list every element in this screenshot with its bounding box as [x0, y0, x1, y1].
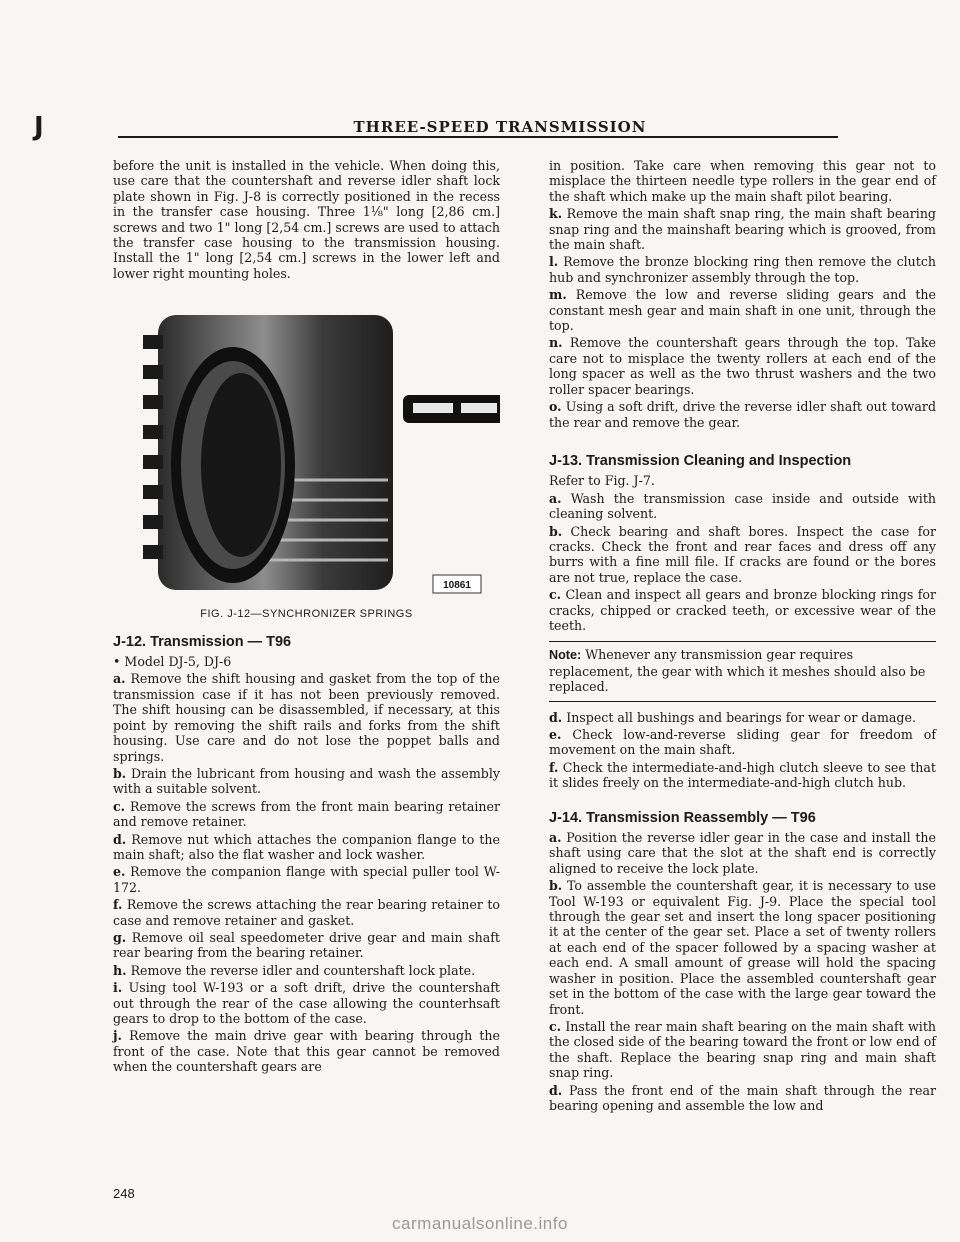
section13-reference: Refer to Fig. J-7. [549, 473, 655, 489]
step-m [549, 287, 936, 333]
step-label: d. [549, 1082, 563, 1098]
step-c [113, 799, 500, 830]
step-label: k. [549, 206, 563, 222]
step-label: e. [113, 864, 126, 880]
step-text: Check the intermediate-and-high clutch sleeve to see that it slides freely on the intermediate-and-high clutch hub. [549, 759, 936, 791]
step-text: Check bearing and shaft bores. Inspect the case for cracks. Check the front and rear faces and dress off any burrs with a fine mill file. If cracks are found or the bores are not true, replace the case. [549, 523, 936, 585]
step-label: d. [549, 709, 563, 725]
step-e [113, 864, 500, 895]
note-box [549, 641, 936, 701]
watermark: carmanualsonline.info [392, 1214, 568, 1233]
step-j [113, 1028, 500, 1074]
figure-caption: FIG. J-12—SYNCHRONIZER SPRINGS [200, 608, 413, 621]
step-d [113, 832, 500, 863]
step-b [113, 766, 500, 797]
step-g [113, 930, 500, 961]
step-text: Remove the reverse idler and countershaft lock plate. [130, 962, 476, 978]
step-label: l. [549, 254, 559, 270]
step-text: Using a soft drift, drive the reverse idler shaft out toward the rear and remove the gear. [549, 399, 936, 430]
step-label: n. [549, 335, 563, 351]
figure-number: 10861 [443, 580, 471, 592]
step-label: m. [549, 287, 567, 303]
assembly-step-d [549, 1083, 936, 1114]
step-label: g. [113, 929, 127, 945]
step-text: Remove the screws from the front main bearing retainer and remove retainer. [113, 798, 500, 830]
section-heading-j14: J-14. Transmission Reassembly — T96 [549, 809, 816, 826]
step-text: Wash the transmission case inside and outside with cleaning solvent. [549, 490, 936, 522]
step-text: Install the rear main shaft bearing on the main shaft with the closed side of the bearing toward the front or low end of the shaft. Replace the bearing snap ring and main shaft snap ring. [549, 1018, 936, 1081]
clean-step-f [549, 760, 936, 791]
step-label: j. [113, 1028, 122, 1044]
step-label: e. [549, 727, 562, 742]
step-label: h. [113, 962, 127, 978]
model-bullet: • Model DJ-5, DJ-6 [113, 654, 232, 670]
step-label: o. [549, 399, 562, 415]
figure-synchronizer-springs [113, 295, 500, 603]
step-text: Using tool W-193 or a soft drift, drive the countershaft out through the rear of the case allowing the counterhsaft gears to drop to the bottom of the case. [113, 980, 500, 1026]
step-text: Remove the main shaft snap ring, the main shaft bearing snap ring and the mainshaft bearing which is grooved, from the main shaft. [549, 206, 936, 253]
step-text: Pass the front end of the main shaft through the rear bearing opening and assemble the low and [549, 1082, 936, 1113]
step-a [113, 671, 500, 763]
step-label: c. [113, 798, 126, 814]
step-text: To assemble the countershaft gear, it is necessary to use Tool W-193 or equivalent Fig. J-9. Place the special tool through the gear set and insert the long spacer positioning it at the center of the gear set. Place a set of twenty rollers at each end of the spacer followed by a spacing washer at each end. A small amount of grease will hold the spacing washer in position. Place the assembled countershaft gear set in the bottom of the case with the large gear toward the front. [549, 878, 936, 1017]
note-text: Whenever any transmission gear requires replacement, the gear with which it meshes should also be replaced. [549, 647, 926, 695]
clean-step-c [549, 587, 936, 633]
clean-step-b [549, 524, 936, 586]
step-text: Drain the lubricant from housing and wash the assembly with a suitable solvent. [113, 765, 500, 797]
step-text: Remove oil seal speedometer drive gear and main shaft rear bearing from the bearing retainer. [113, 929, 500, 961]
step-text: Inspect all bushings and bearings for wear or damage. [566, 709, 916, 725]
clean-step-d [549, 710, 936, 725]
chapter-letter: J [34, 112, 44, 142]
step-o [549, 399, 936, 430]
step-label: b. [113, 765, 127, 781]
step-text: Clean and inspect all gears and bronze blocking rings for cracks, chipped or cracked teeth, or excessive wear of the teeth. [549, 587, 936, 633]
right-column [549, 158, 936, 1115]
header-rule [118, 136, 838, 138]
step-text: Check low-and-reverse sliding gear for freedom of movement on the main shaft. [549, 727, 936, 758]
step-n [549, 335, 936, 397]
gear-photo [113, 295, 500, 603]
step-f [113, 897, 500, 928]
step-label: b. [549, 523, 563, 539]
step-label: f. [549, 759, 559, 775]
step-l [549, 254, 936, 285]
step-h [113, 963, 500, 978]
clean-step-a [549, 491, 936, 522]
step-text: Remove the screws attaching the rear bearing retainer to case and remove retainer and gasket. [113, 897, 500, 928]
step-label: b. [549, 878, 563, 894]
clean-step-e [549, 727, 936, 758]
step-text: Remove the companion flange with special puller tool W-172. [113, 864, 500, 895]
continuation-paragraph: in position. Take care when removing this gear not to misplace the thirteen needle type rollers in the gear end of the shaft which make up the main shaft pilot bearing. [549, 158, 936, 204]
step-i [113, 980, 500, 1026]
page-number: 248 [113, 1186, 135, 1201]
step-label: f. [113, 897, 123, 913]
step-label: a. [113, 671, 126, 687]
step-text: Position the reverse idler gear in the case and install the shaft using care that the slot at the shaft end is correctly aligned to receive the lock plate. [549, 830, 936, 876]
step-text: Remove the low and reverse sliding gears and the constant mesh gear and main shaft in one unit, through the top. [549, 287, 936, 334]
left-column [113, 158, 500, 1077]
step-k [549, 206, 936, 252]
step-label: c. [549, 1018, 562, 1034]
step-text: Remove nut which attaches the companion flange to the main shaft; also the flat washer and lock washer. [113, 831, 500, 862]
assembly-step-c [549, 1019, 936, 1081]
step-label: i. [113, 980, 123, 996]
assembly-step-a [549, 830, 936, 876]
step-text: Remove the bronze blocking ring then remove the clutch hub and synchronizer assembly through the top. [549, 254, 936, 285]
step-text: Remove the main drive gear with bearing through the front of the case. Note that this gear cannot be removed when the countershaft gears are [113, 1028, 500, 1075]
step-label: c. [549, 587, 562, 603]
step-label: a. [549, 490, 562, 506]
step-text: Remove the countershaft gears through the top. Take care not to misplace the twenty rollers at each end of the long spacer as well as the two thrust washers and the two roller spacer bearings. [549, 335, 936, 397]
section-heading-j13: J-13. Transmission Cleaning and Inspection [549, 452, 852, 469]
intro-paragraph: before the unit is installed in the vehicle. When doing this, use care that the countershaft and reverse idler shaft lock plate shown in Fig. J-8 is correctly positioned in the recess in the transfer case housing. Three 1⅛" long [2,86 cm.] screws and two 1" long [2,54 cm.] screws are used to attach the transfer case housing to the transmission housing. Install the 1" long [2,54 cm.] screws in the lower left and lower right mounting holes. [113, 158, 500, 281]
note-label: Note: [549, 648, 582, 663]
step-label: a. [549, 830, 562, 846]
step-label: d. [113, 831, 127, 847]
assembly-step-b [549, 878, 936, 1017]
step-text: Remove the shift housing and gasket from the top of the transmission case if it has not been previously removed. The shift housing can be disassembled, if necessary, at this point by removing the shift rails and forks from the shift housing. Use care and do not lose the poppet balls and springs. [113, 671, 500, 764]
page-title: THREE-SPEED TRANSMISSION [353, 118, 647, 136]
section-heading-j12: J-12. Transmission — T96 [113, 633, 292, 650]
